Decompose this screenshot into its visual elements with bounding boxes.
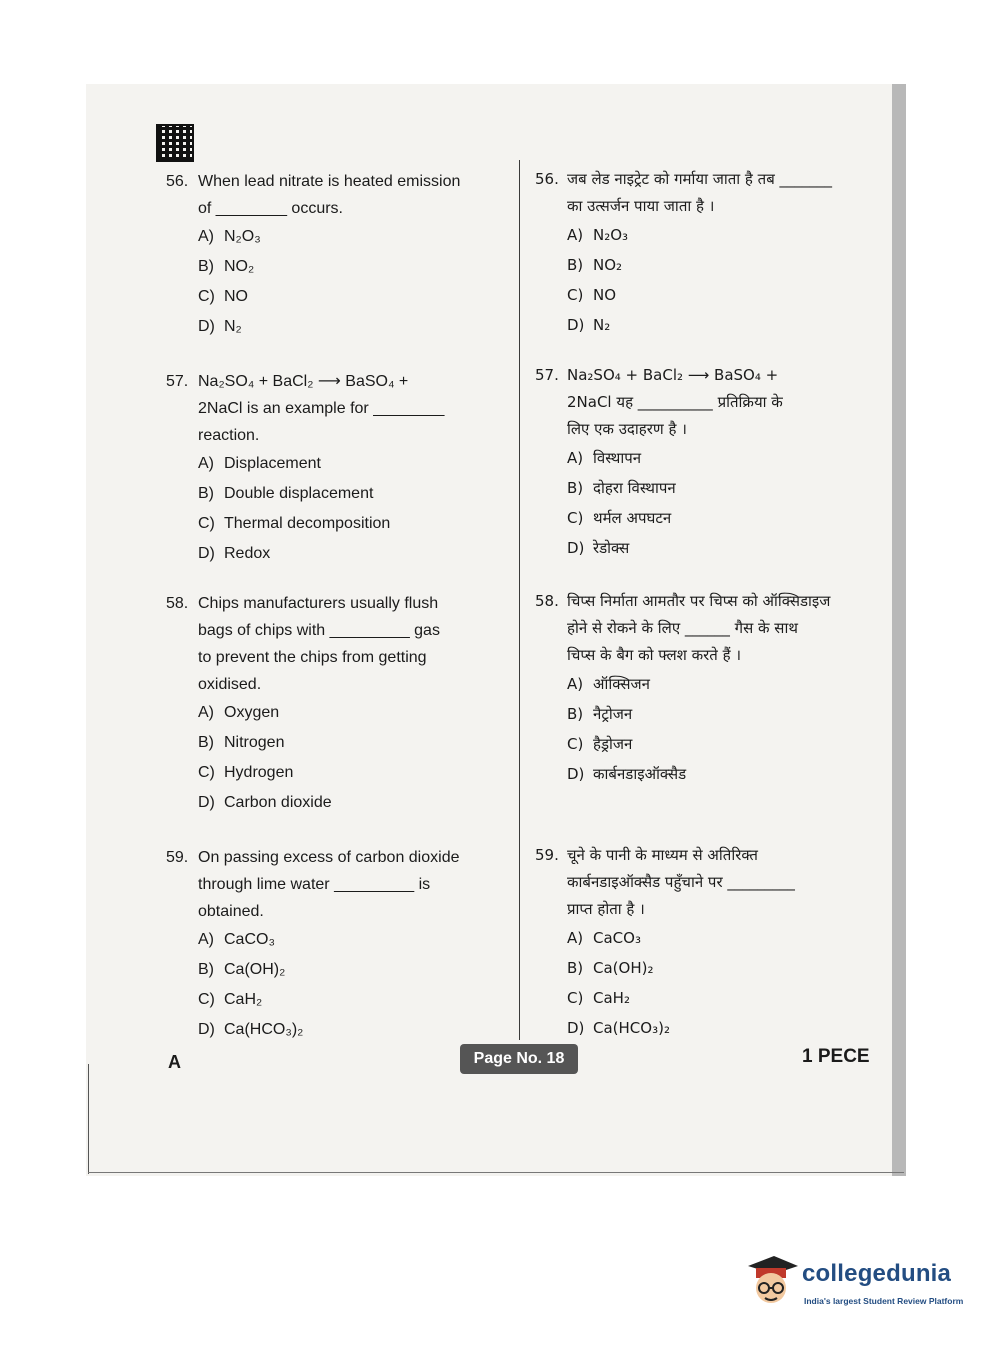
option-b: B) Ca(OH)₂ [567, 959, 654, 977]
margin-rule [88, 1064, 89, 1174]
question-text: चिप्स के बैग को फ्लश करते हैं । [567, 646, 742, 664]
question-text: oxidised. [198, 676, 262, 693]
option-a: A) N₂O₃ [567, 226, 629, 244]
question-number: 57. [166, 373, 189, 390]
option-a: A) विस्थापन [567, 449, 642, 467]
option-c: C) हैड्रोजन [567, 735, 633, 753]
brand-name: collegedunia [802, 1260, 952, 1287]
question-text: bags of chips with _________ gas [198, 622, 440, 639]
option-d: D) रेडोक्स [567, 539, 630, 557]
question-59-en [166, 844, 496, 1045]
brand-logo[interactable] [744, 1250, 974, 1320]
question-text: When lead nitrate is heated emission [198, 173, 461, 190]
option-c: C) NO [567, 286, 617, 304]
question-text: जब लेड नाइट्रेट को गर्माया जाता है तब _______ [567, 170, 833, 188]
bottom-rule [88, 1172, 904, 1173]
question-number: 59. [166, 849, 189, 866]
option-d: D) Ca(HCO₃)₂ [198, 1021, 304, 1038]
question-text: to prevent the chips from getting [198, 649, 427, 666]
question-text: 2NaCl is an example for ________ [198, 400, 445, 417]
question-56-hi [535, 166, 865, 340]
question-58-en [166, 590, 496, 818]
option-a: A) Oxygen [198, 704, 280, 721]
option-b: B) नैट्रोजन [567, 705, 633, 723]
question-text: होने से रोकने के लिए ______ गैस के साथ [567, 619, 798, 637]
option-d: D) Carbon dioxide [198, 794, 332, 811]
question-text: Chips manufacturers usually flush [198, 595, 439, 612]
question-text: कार्बनडाइऑक्सैड पहुँचाने पर _________ [567, 873, 795, 891]
option-b: B) NO₂ [567, 256, 623, 274]
option-d: D) N₂ [567, 316, 611, 334]
question-text: चिप्स निर्माता आमतौर पर चिप्स को ऑक्सिडाइज [567, 592, 831, 610]
question-text: का उत्सर्जन पाया जाता है । [567, 197, 715, 215]
option-d: D) N₂ [198, 318, 242, 335]
option-d: D) Redox [198, 545, 271, 562]
page-number-badge: Page No. 18 [460, 1044, 578, 1074]
option-c: C) Hydrogen [198, 764, 294, 781]
option-a: A) CaCO₃ [198, 931, 275, 948]
question-number: 58. [535, 592, 559, 610]
option-c: C) थर्मल अपघटन [567, 509, 672, 527]
qr-code-icon [156, 124, 194, 162]
question-number: 57. [535, 366, 559, 384]
series-code: A [168, 1052, 181, 1072]
question-text: obtained. [198, 903, 264, 920]
column-divider [519, 160, 520, 1040]
question-text: On passing excess of carbon dioxide [198, 849, 460, 866]
question-text: of ________ occurs. [198, 200, 343, 217]
option-d: D) Ca(HCO₃)₂ [567, 1019, 670, 1037]
question-text: through lime water _________ is [198, 876, 431, 893]
question-58-hi [535, 588, 865, 789]
option-b: B) Double displacement [198, 485, 374, 502]
question-57-en [166, 368, 496, 569]
mascot-icon [744, 1252, 798, 1308]
question-text: reaction. [198, 427, 260, 444]
paper-code: 1 PECE [802, 1046, 870, 1067]
question-number: 56. [166, 173, 189, 190]
option-b: B) NO₂ [198, 258, 255, 275]
option-a: A) N₂O₃ [198, 228, 261, 245]
option-a: A) ऑक्सिजन [567, 675, 650, 693]
question-text: Na₂SO₄ + BaCl₂ ⟶ BaSO₄ + [567, 366, 779, 384]
option-a: A) Displacement [198, 455, 321, 472]
option-b: B) Nitrogen [198, 734, 285, 751]
question-text: प्राप्त होता है । [567, 900, 645, 918]
question-text: चूने के पानी के माध्यम से अतिरिक्त [567, 846, 758, 864]
option-b: B) दोहरा विस्थापन [567, 479, 676, 497]
question-number: 58. [166, 595, 189, 612]
question-59-hi [535, 842, 865, 1043]
option-b: B) Ca(OH)₂ [198, 961, 286, 978]
option-c: C) CaH₂ [198, 991, 263, 1008]
question-text: 2NaCl यह __________ प्रतिक्रिया के [567, 393, 783, 411]
option-a: A) CaCO₃ [567, 929, 641, 947]
option-c: C) CaH₂ [567, 989, 630, 1007]
brand-tagline: India's largest Student Review Platform [804, 1296, 964, 1306]
question-56-en [166, 168, 496, 342]
question-number: 56. [535, 170, 559, 188]
question-text: Na₂SO₄ + BaCl₂ ⟶ BaSO₄ + [198, 373, 409, 390]
option-c: C) Thermal decomposition [198, 515, 391, 532]
question-number: 59. [535, 846, 559, 864]
option-d: D) कार्बनडाइऑक्सैड [567, 765, 687, 783]
option-c: C) NO [198, 288, 248, 305]
question-57-hi [535, 362, 865, 563]
question-text: लिए एक उदाहरण है । [567, 420, 687, 438]
